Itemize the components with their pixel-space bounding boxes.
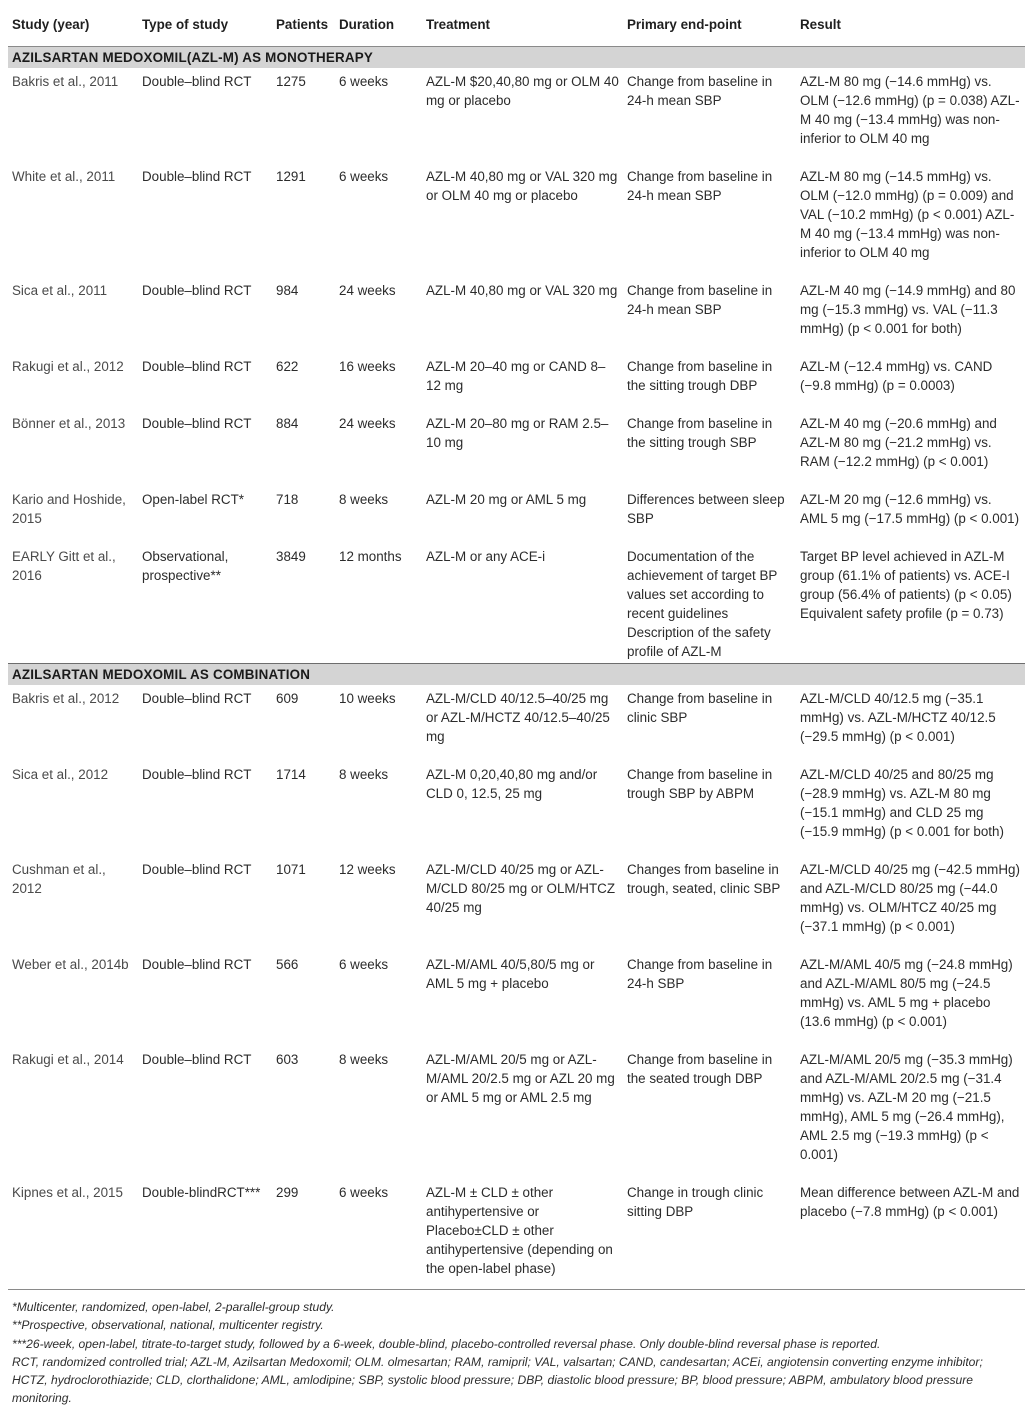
cell-endpoint: Change from baseline in 24-h mean SBP xyxy=(627,169,773,203)
footnote: **Prospective, observational, national, multicenter registry. xyxy=(12,1318,324,1333)
cell-type: Double–blind RCT xyxy=(142,691,252,706)
cell-patients: 1275 xyxy=(276,74,306,89)
footnote: RCT, randomized controlled trial; AZL-M, Azilsartan Medoxomil; OLM. olmesartan; RAM, ramipril; VAL, valsartan; CAND, candesartan; ACEi, angiotensin converting enzyme inhibitor; HCTZ, hydroclorothiazide; CLD, clorthalidone; AML, amlodipine; SBP, systolic blood pressure; DBP, diastolic blood pressure; BP, blood pressure; ABPM, ambulatory blood pressure monitoring. xyxy=(12,1354,983,1406)
table-row xyxy=(8,543,1025,664)
section-header-row xyxy=(8,47,1025,69)
cell-study: Bönner et al., 2013 xyxy=(12,416,126,431)
cell-duration: 8 weeks xyxy=(339,1052,389,1067)
header-endpoint: Primary end-point xyxy=(623,4,796,47)
cell-duration: 6 weeks xyxy=(335,1179,422,1290)
cell-duration: 24 weeks xyxy=(339,416,396,431)
cell-endpoint: Change in trough clinic sitting DBP xyxy=(623,1179,796,1290)
cell-study: Sica et al., 2012 xyxy=(12,767,109,782)
cell-result: Mean difference between AZL-M and placebo (−7.8 mmHg) (p < 0.001) xyxy=(796,1179,1025,1290)
cell-endpoint: Change from baseline in 24-h SBP xyxy=(627,957,773,991)
cell-result: AZL-M (−12.4 mmHg) vs. CAND (−9.8 mmHg) (p = 0.0003) xyxy=(800,359,993,393)
cell-patients: 1714 xyxy=(276,767,306,782)
cell-study: Cushman et al., 2012 xyxy=(12,862,106,896)
cell-endpoint: Change from baseline in the seated trough DBP xyxy=(627,1052,773,1086)
cell-patients: 622 xyxy=(276,359,299,374)
header-study: Study (year) xyxy=(8,4,138,47)
cell-type: Double–blind RCT xyxy=(142,416,252,431)
cell-patients: 718 xyxy=(276,492,299,507)
cell-treatment: AZL-M ± CLD ± other antihypertensive or Placebo±CLD ± other antihypertensive (depending on the open-label phase) xyxy=(422,1179,623,1290)
cell-result: AZL-M 20 mg (−12.6 mmHg) vs. AML 5 mg (−17.5 mmHg) (p < 0.001) xyxy=(800,492,1020,526)
cell-type: Double–blind RCT xyxy=(142,359,252,374)
cell-type: Double-blindRCT*** xyxy=(138,1179,272,1290)
cell-type: Double–blind RCT xyxy=(142,74,252,89)
cell-result: AZL-M 40 mg (−20.6 mmHg) and AZL-M 80 mg (−21.2 mmHg) vs. RAM (−12.2 mmHg) (p < 0.001) xyxy=(800,416,997,469)
cell-treatment: AZL-M/CLD 40/25 mg or AZL-M/CLD 80/25 mg or OLM/HTCZ 40/25 mg xyxy=(426,862,615,915)
table-row xyxy=(8,1046,1025,1179)
header-treatment: Treatment xyxy=(422,4,623,47)
cell-treatment: AZL-M/CLD 40/12.5–40/25 mg or AZL-M/HCTZ 40/12.5–40/25 mg xyxy=(426,691,610,744)
cell-study: EARLY Gitt et al., 2016 xyxy=(12,549,116,583)
cell-result: AZL-M/CLD 40/25 and 80/25 mg (−28.9 mmHg) vs. AZL-M 80 mg (−15.1 mmHg) and CLD 25 mg (−15.9 mmHg) (p < 0.001 for both) xyxy=(800,767,1004,839)
cell-study: Kario and Hoshide, 2015 xyxy=(12,492,126,526)
header-result: Result xyxy=(796,4,1025,47)
cell-result: AZL-M 80 mg (−14.6 mmHg) vs. OLM (−12.6 mmHg) (p = 0.038) AZL-M 40 mg (−13.4 mmHg) was non-inferior to OLM 40 mg xyxy=(800,74,1020,146)
cell-result: AZL-M/AML 40/5 mg (−24.8 mmHg) and AZL-M/AML 80/5 mg (−24.5 mmHg) vs. AML 5 mg + placebo (13.6 mmHg) (p < 0.001) xyxy=(800,957,1013,1029)
cell-treatment: AZL-M/AML 20/5 mg or AZL-M/AML 20/2.5 mg or AZL 20 mg or AML 5 mg or AML 2.5 mg xyxy=(426,1052,615,1105)
cell-study: Weber et al., 2014b xyxy=(12,957,129,972)
cell-type: Double–blind RCT xyxy=(142,862,252,877)
cell-treatment: AZL-M or any ACE-i xyxy=(426,549,546,564)
cell-patients: 3849 xyxy=(276,549,306,564)
header-duration: Duration xyxy=(335,4,422,47)
cell-study: Rakugi et al., 2012 xyxy=(12,359,124,374)
cell-duration: 6 weeks xyxy=(339,169,389,184)
cell-treatment: AZL-M/AML 40/5,80/5 mg or AML 5 mg + placebo xyxy=(426,957,595,991)
cell-duration: 24 weeks xyxy=(339,283,396,298)
cell-type: Double–blind RCT xyxy=(142,283,252,298)
table-row xyxy=(8,410,1025,486)
table-row xyxy=(8,486,1025,543)
cell-endpoint: Differences between sleep SBP xyxy=(627,492,785,526)
cell-result: Target BP level achieved in AZL-M group (61.1% of patients) vs. ACE-I group (56.4% of patients) (p < 0.05) Equivalent safety profile (p = 0.73) xyxy=(800,549,1012,621)
cell-endpoint: Change from baseline in trough SBP by ABPM xyxy=(627,767,773,801)
table-row xyxy=(8,277,1025,353)
cell-patients: 884 xyxy=(276,416,299,431)
studies-table xyxy=(8,4,1025,1290)
cell-patients: 1291 xyxy=(276,169,306,184)
cell-endpoint: Change from baseline in clinic SBP xyxy=(627,691,773,725)
table-row xyxy=(8,353,1025,410)
cell-endpoint: Change from baseline in the sitting trough DBP xyxy=(627,359,773,393)
cell-result: AZL-M/CLD 40/12.5 mg (−35.1 mmHg) vs. AZL-M/HCTZ 40/12.5 (−29.5 mmHg) (p < 0.001) xyxy=(800,691,996,744)
table-row xyxy=(8,68,1025,163)
table-row xyxy=(8,856,1025,951)
table-row xyxy=(8,951,1025,1046)
cell-patients: 1071 xyxy=(276,862,306,877)
cell-patients: 299 xyxy=(272,1179,335,1290)
cell-result: AZL-M 40 mg (−14.9 mmHg) and 80 mg (−15.3 mmHg) vs. VAL (−11.3 mmHg) (p < 0.001 for both) xyxy=(800,283,1016,336)
header-type: Type of study xyxy=(138,4,272,47)
table-row xyxy=(8,761,1025,856)
cell-endpoint: Change from baseline in the sitting trough SBP xyxy=(627,416,773,450)
cell-type: Double–blind RCT xyxy=(142,957,252,972)
cell-endpoint: Documentation of the achievement of target BP values set according to recent guidelines Description of the safety profile of AZL-M xyxy=(627,549,778,659)
cell-result: AZL-M 80 mg (−14.5 mmHg) vs. OLM (−12.0 mmHg) (p = 0.009) and VAL (−10.2 mmHg) (p < 0.001) AZL-M 40 mg (−13.4 mmHg) was non-inferior to OLM 40 mg xyxy=(800,169,1015,260)
cell-result: AZL-M/CLD 40/25 mg (−42.5 mmHg) and AZL-M/CLD 80/25 mg (−44.0 mmHg) vs. OLM/HTCZ 40/25 mg (−37.1 mmHg) (p < 0.001) xyxy=(800,862,1020,934)
table-row xyxy=(8,163,1025,277)
header-patients: Patients xyxy=(272,4,335,47)
cell-endpoint: Change from baseline in 24-h mean SBP xyxy=(627,283,773,317)
cell-result: AZL-M/AML 20/5 mg (−35.3 mmHg) and AZL-M/AML 20/2.5 mg (−31.4 mmHg) vs. AZL-M 20 mg (−21.5 mmHg), AML 5 mg (−26.4 mmHg), AML 2.5 mg (−19.3 mmHg) (p < 0.001) xyxy=(800,1052,1013,1162)
cell-study: Sica et al., 2011 xyxy=(12,283,108,298)
cell-study: Rakugi et al., 2014 xyxy=(12,1052,124,1067)
cell-duration: 8 weeks xyxy=(339,492,389,507)
cell-study: Bakris et al., 2012 xyxy=(12,691,120,706)
footnotes xyxy=(8,1290,1025,1408)
cell-type: Open-label RCT* xyxy=(142,492,244,507)
cell-patients: 609 xyxy=(276,691,299,706)
cell-type: Observational, prospective** xyxy=(142,549,229,583)
cell-duration: 12 weeks xyxy=(339,862,396,877)
cell-duration: 8 weeks xyxy=(339,767,389,782)
cell-endpoint: Changes from baseline in trough, seated, clinic SBP xyxy=(627,862,781,896)
cell-treatment: AZL-M $20,40,80 mg or OLM 40 mg or placebo xyxy=(426,74,619,108)
cell-study: Kipnes et al., 2015 xyxy=(8,1179,138,1290)
table-header-row xyxy=(8,4,1025,47)
cell-study: Bakris et al., 2011 xyxy=(12,74,119,89)
cell-duration: 6 weeks xyxy=(339,74,389,89)
cell-patients: 566 xyxy=(276,957,299,972)
cell-duration: 16 weeks xyxy=(339,359,396,374)
cell-duration: 12 months xyxy=(339,549,402,564)
section-title: AZILSARTAN MEDOXOMIL(AZL-M) AS MONOTHERAPY xyxy=(8,47,1025,69)
cell-treatment: AZL-M 20 mg or AML 5 mg xyxy=(426,492,587,507)
table-body xyxy=(8,47,1025,1290)
cell-type: Double–blind RCT xyxy=(142,1052,252,1067)
table-row xyxy=(8,1179,1025,1290)
footnote: ***26-week, open-label, titrate-to-target study, followed by a 6-week, double-blind, placebo-controlled reversal phase. Only double-blind reversal phase is reported. xyxy=(12,1336,881,1351)
cell-treatment: AZL-M 40,80 mg or VAL 320 mg xyxy=(426,283,618,298)
section-title: AZILSARTAN MEDOXOMIL AS COMBINATION xyxy=(8,664,1025,686)
cell-patients: 603 xyxy=(276,1052,299,1067)
cell-duration: 6 weeks xyxy=(339,957,389,972)
cell-study: White et al., 2011 xyxy=(12,169,116,184)
cell-treatment: AZL-M 20–40 mg or CAND 8–12 mg xyxy=(426,359,606,393)
table-row xyxy=(8,685,1025,761)
cell-treatment: AZL-M 20–80 mg or RAM 2.5–10 mg xyxy=(426,416,609,450)
footnote: *Multicenter, randomized, open-label, 2-parallel-group study. xyxy=(12,1300,335,1314)
cell-treatment: AZL-M 0,20,40,80 mg and/or CLD 0, 12.5, 25 mg xyxy=(426,767,598,801)
cell-type: Double–blind RCT xyxy=(142,767,252,782)
cell-type: Double–blind RCT xyxy=(142,169,252,184)
cell-patients: 984 xyxy=(276,283,299,298)
cell-endpoint: Change from baseline in 24-h mean SBP xyxy=(627,74,773,108)
section-header-row xyxy=(8,664,1025,686)
cell-duration: 10 weeks xyxy=(339,691,396,706)
cell-treatment: AZL-M 40,80 mg or VAL 320 mg or OLM 40 mg or placebo xyxy=(426,169,618,203)
